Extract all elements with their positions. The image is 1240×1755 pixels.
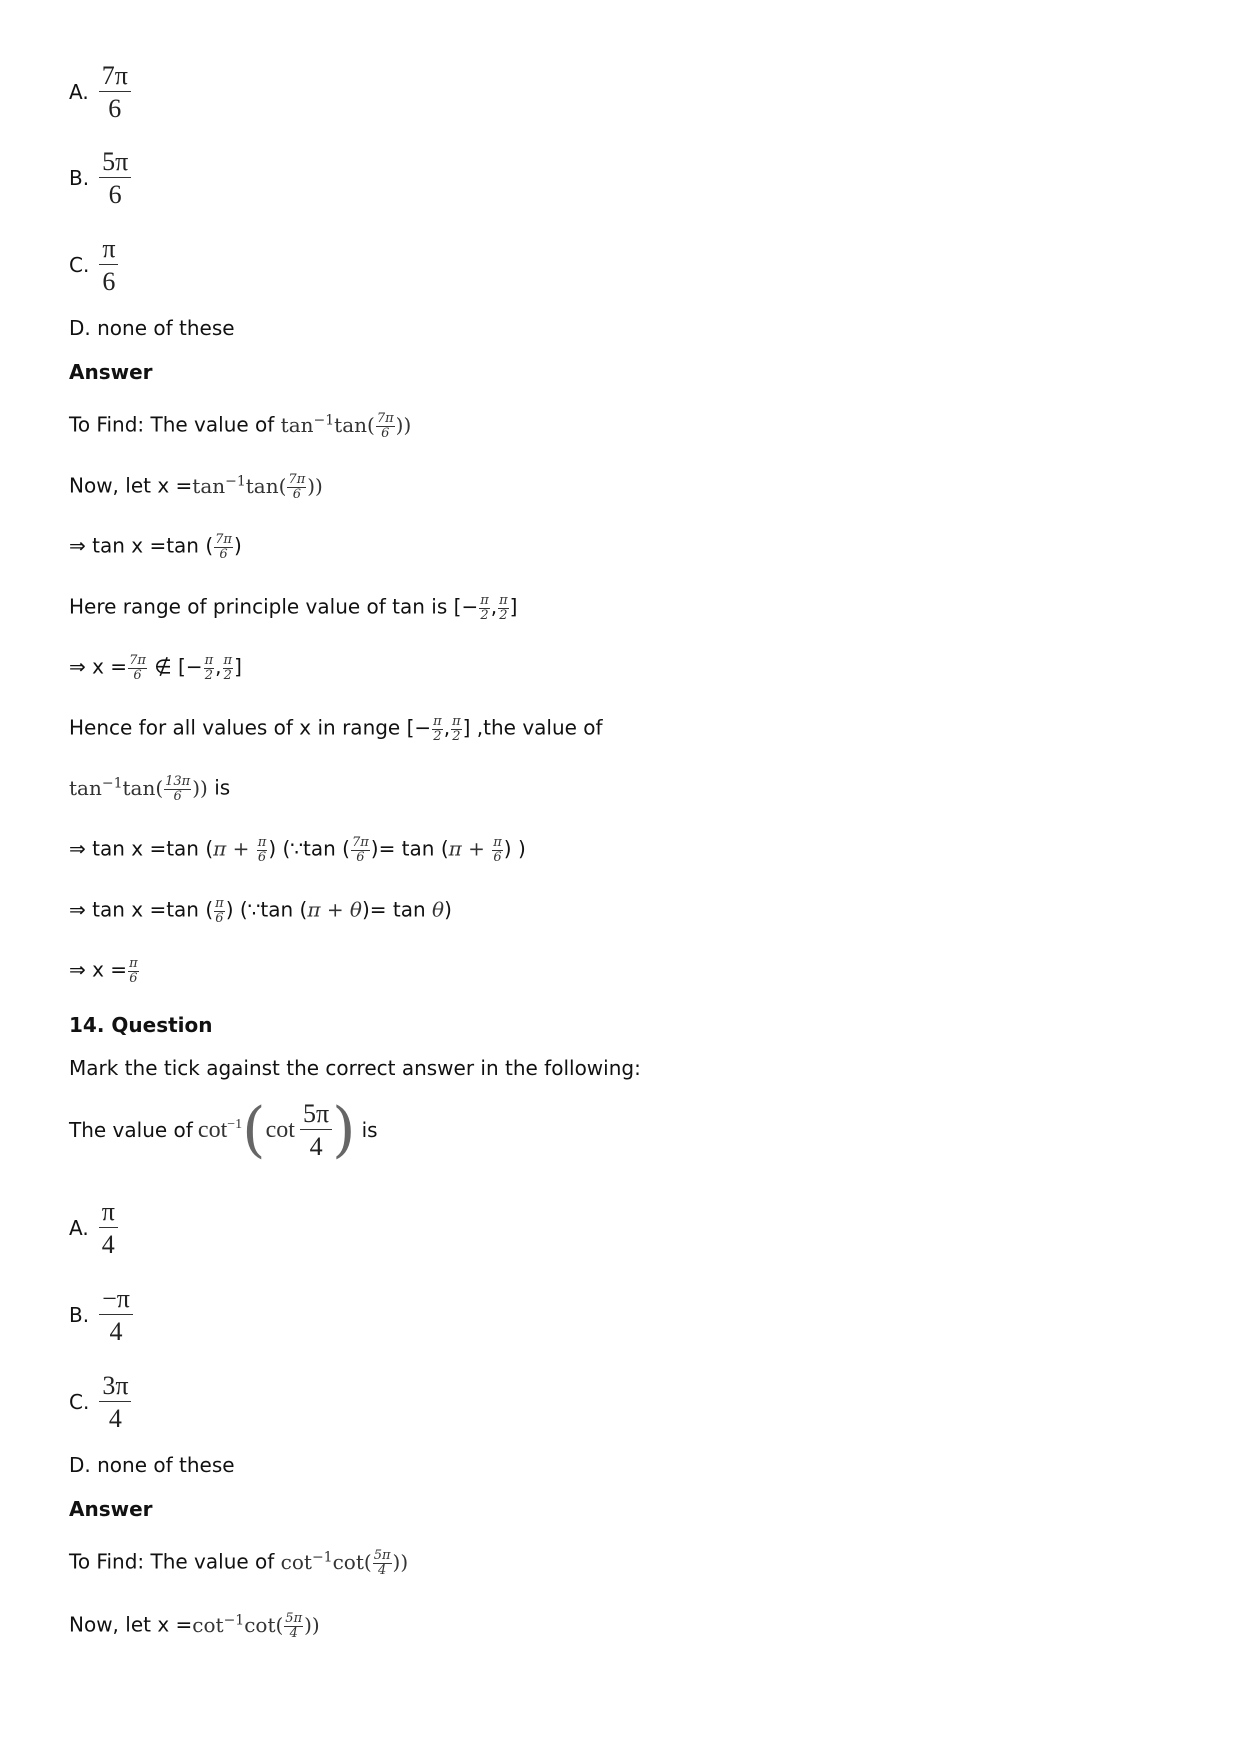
question-instruction: Mark the tick against the correct answer in the following: (69, 1056, 641, 1080)
option-d: D. none of these (69, 316, 235, 340)
option-b (69, 148, 131, 209)
let-x-line: Now, let $x =\tan^{-1}\tan$( $\frac{7\pi}{6}$ )) (69, 472, 323, 502)
answer-heading: Answer (69, 1497, 153, 1521)
fraction: $\frac{5\pi}{6}$ (99, 148, 131, 209)
fraction: $\frac{\pi}{6}$ (99, 235, 118, 296)
option-c (69, 1372, 131, 1433)
to-find-line: To Find: The value of $\tan^{-1}\tan$( $\frac{7\pi}{6}$ )) (69, 411, 412, 441)
fraction: $\frac{\pi}{6}$ (215, 896, 224, 926)
fraction: $\frac{\pi}{6}$ (493, 835, 502, 865)
option-c (69, 235, 118, 296)
step-x-not-in: ⇒ x = $\frac{7\pi}{6}$ ∉ [− $\frac{\pi}{2}$ , $\frac{\pi}{2}$ ] (69, 653, 242, 683)
fraction: $\frac{\pi}{6}$ (257, 835, 267, 865)
fraction: $\frac{\pi}{2}$ (204, 653, 214, 683)
fraction: $\frac{\pi}{2}$ (433, 714, 442, 744)
fraction: $\frac{\pi}{2}$ (452, 714, 461, 744)
value-of-line: $\tan^{-1}\tan$( $\frac{13\pi}{6}$ )) is (69, 774, 231, 804)
fraction: $\frac{7\pi}{6}$ (215, 532, 232, 562)
option-a (69, 62, 131, 123)
option-b (69, 1285, 133, 1346)
step-x-result: ⇒ x = $\frac{\pi}{6}$ (69, 956, 138, 986)
fraction: $\frac{3\pi}{4}$ (99, 1372, 131, 1433)
fraction: $\frac{5\pi}{4}$ (285, 1611, 303, 1641)
step-tan-pi-plus: ⇒ tan x =tan (π + $\frac{\pi}{6}$ ) (∵tan ( $\frac{7\pi}{6}$ )= tan (π + $\frac{\pi}{6}$ ) ) (69, 835, 526, 865)
fraction: $\frac{7\pi}{6}$ (376, 411, 394, 441)
answer-heading: Answer (69, 360, 153, 384)
fraction: $\frac{-\pi}{4}$ (99, 1285, 133, 1346)
fraction: $\frac{13\pi}{6}$ (165, 774, 191, 804)
fraction: $\frac{7\pi}{6}$ (99, 62, 131, 123)
fraction: $\frac{\pi}{2}$ (499, 593, 508, 623)
range-line: Here range of principle value of tan is [− $\frac{\pi}{2}$ , $\frac{\pi}{2}$ ] (69, 593, 518, 623)
fraction: $\frac{7\pi}{6}$ (351, 835, 369, 865)
option-label: B. (69, 166, 90, 191)
option-a (69, 1198, 118, 1259)
fraction: $\frac{\pi}{2}$ (480, 593, 489, 623)
to-find-line: To Find: The value of $\cot^{-1}\cot$( $\frac{5\pi}{4}$ )) (69, 1548, 409, 1578)
step-tan-x: ⇒ tan x =tan ( $\frac{7\pi}{6}$ ) (69, 532, 242, 562)
option-label: A. (69, 80, 89, 105)
option-label: B. (69, 1303, 90, 1328)
question-heading: 14. Question (69, 1013, 213, 1037)
fraction: $\frac{\pi}{6}$ (129, 956, 138, 986)
fraction: $\frac{\pi}{4}$ (99, 1198, 118, 1259)
option-label: A. (69, 1216, 89, 1241)
fraction: $\frac{5\pi}{4}$ (373, 1548, 391, 1578)
fraction: $\frac{7\pi}{6}$ (288, 472, 306, 502)
question-expression: The value of $\cot^{-1}$ ( cot $\frac{5\pi}{4}$ ) is (69, 1095, 378, 1166)
fraction: $\frac{7\pi}{6}$ (129, 653, 146, 683)
let-x-line: Now, let $x =\cot^{-1}\cot$( $\frac{5\pi}{4}$ )) (69, 1611, 320, 1641)
hence-line: Hence for all values of x in range [− $\frac{\pi}{2}$ , $\frac{\pi}{2}$ ] ,the value of (69, 714, 603, 744)
option-d: D. none of these (69, 1453, 235, 1477)
step-tan-pi-6: ⇒ tan x =tan ( $\frac{\pi}{6}$ ) (∵tan (π + θ)= tan θ) (69, 896, 452, 926)
option-label: C. (69, 1390, 90, 1415)
fraction: $\frac{5\pi}{4}$ (300, 1100, 332, 1161)
fraction: $\frac{\pi}{2}$ (223, 653, 233, 683)
option-label: C. (69, 253, 90, 278)
